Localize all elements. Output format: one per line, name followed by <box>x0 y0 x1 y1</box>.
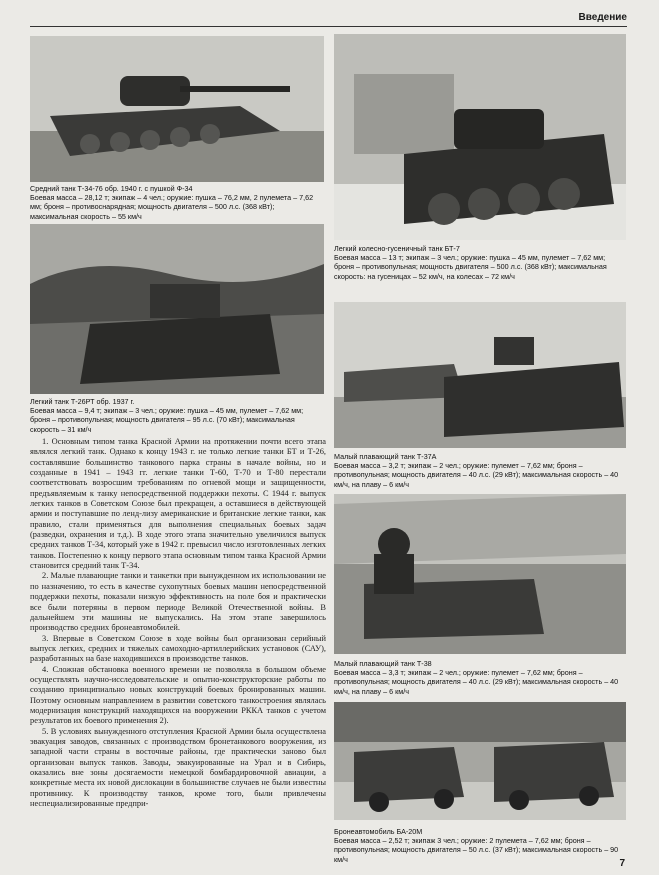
paragraph-1: 1. Основным типом танка Красной Армии на протяжении почти всего этапа являлся легкий танк. Однако к концу 1943 г. не только легкие танки БТ и Т-26, составлявшие большинство танкового парка страны в начале войны, но и созданные в 1941 – 1943 гг. легкие танки Т-60, Т-70 и Т-80 перестали соответствовать возросшим требованиям по огневой мощи и защищенности, предъявляемым к танку непосредственной поддержки пехоты. С 1944 г. выпуск легких танков в Советском Союзе был прекращен, а оставшиеся в действующей армии и поступавшие по ленд-лизу американские и британские легкие танки, как правило, стали применяться для выполнения специальных боевых задач (разведки, охранения и т.д.). В ходе этого этапа значительно увеличился выпуск средних танков Т-34, который уже в 1942 г. превысил число изготовленных легких танков. Постепенно к концу первого этапа основным типом танка Красной Армии становится средний танк Т-34. <box>30 437 326 571</box>
photo-t38 <box>334 494 626 654</box>
caption-t38 <box>334 659 626 696</box>
header-rule <box>30 26 627 27</box>
caption-specs: Боевая масса – 2,52 т; экипаж 3 чел.; оружие: 2 пулемета – 7,62 мм; броня – противопульная; мощность двигателя – 50 л.с. (37 кВт); максимальная скорость – 90 км/ч <box>334 836 619 864</box>
caption-specs: Боевая масса – 9,4 т; экипаж – 3 чел.; оружие: пушка – 45 мм, пулемет – 7,62 мм; броня – противопульная; мощность двигателя – 95 л.с. (70 кВт); максимальная скорость – 31 км/ч <box>30 406 304 434</box>
photo-t37 <box>334 302 626 448</box>
caption-t34 <box>30 184 324 221</box>
paragraph-5: 5. В условиях вынужденного отступления Красной Армии была осуществлена эвакуация заводов, связанных с производством бронетанкового вооружения, из западной части страны в восточные районы, где практически заново был организован выпуск танков. Заводы, эвакуированные на Урал и в Сибирь, оказались вне зоны досягаемости немецкой бомбардировочной авиации, а конкретные места их новой дислокации в большинстве случаев не были известны противнику. К производству танков, кроме того, были привлечены неспециализированные предпри- <box>30 726 326 809</box>
photo-bt7 <box>334 34 626 240</box>
paragraph-4: 4. Сложная обстановка военного времени не позволяла в большом объеме осуществлять научно-исследовательские и опытно-конструкторские работы по созданию принципиально новых конструкций боевых бронированных машин. Поэтому основным направлением в развитии советского танкостроения являлась модернизация конструкций находящихся на вооружении РККА танков с учетом результатов их боевого применения 2). <box>30 664 326 726</box>
paragraph-2: 2. Малые плавающие танки и танкетки при вынужденном их использовании не по назначению, то есть в качестве сухопутных боевых машин непосредственной поддержки пехоты, показали низкую эффективность на поле боя и практически все были потеряны в первом периоде Великой Отечественной войны. В дальнейшем эти машины не выпускались. На этом этапе завершилось производство средних бронеавтомобилей. <box>30 571 326 633</box>
caption-specs: Боевая масса – 28,12 т; экипаж – 4 чел.; оружие: пушка – 76,2 мм, 2 пулемета – 7,62 мм; броня – противоснарядная; мощность двигателя – 500 л.с. (368 кВт); максимальная скорость – 55 км/ч <box>30 193 314 221</box>
caption-title: Легкий танк Т-26РТ обр. 1937 г. <box>30 397 135 406</box>
photo-ba20 <box>334 702 626 820</box>
caption-specs: Боевая масса – 13 т; экипаж – 3 чел.; оружие: пушка – 45 мм, пулемет – 7,62 мм; броня – противопульная; мощность двигателя – 500 л.с. (368 кВт); максимальная скорость: на гусеницах – 52 км/ч, на колесах – 72 км/ч <box>334 253 607 281</box>
caption-ba20 <box>334 827 626 864</box>
caption-title: Малый плавающий танк Т-38 <box>334 659 432 668</box>
caption-specs: Боевая масса – 3,2 т; экипаж – 2 чел.; оружие: пулемет – 7,62 мм; броня – противопульная; мощность двигателя – 40 л.с. (29 кВт); максимальная скорость – 40 км/ч, на плаву – 6 км/ч <box>334 461 619 489</box>
caption-t26 <box>30 397 324 434</box>
caption-title: Малый плавающий танк Т-37А <box>334 452 437 461</box>
caption-title: Средний танк Т-34-76 обр. 1940 г. с пушкой Ф-34 <box>30 184 193 193</box>
page-number: 7 <box>619 858 625 869</box>
section-title: Введение <box>575 12 627 23</box>
caption-title: Легкий колесно-гусеничный танк БТ-7 <box>334 244 460 253</box>
caption-t37 <box>334 452 626 489</box>
photo-t26 <box>30 224 324 394</box>
caption-title: Бронеавтомобиль БА-20М <box>334 827 423 836</box>
caption-bt7 <box>334 244 626 281</box>
photo-t34 <box>30 36 324 182</box>
body-text <box>30 437 326 809</box>
paragraph-3: 3. Впервые в Советском Союзе в ходе войны был организован серийный выпуск легких, средних и тяжелых самоходно-артиллерийских установок (САУ), разработанных на базе находившихся в производстве танков. <box>30 633 326 664</box>
caption-specs: Боевая масса – 3,3 т; экипаж – 2 чел.; оружие: пулемет – 7,62 мм; броня – противопульная; мощность двигателя – 40 л.с. (29 кВт); максимальная скорость – 40 км/ч, на плаву – 6 км/ч <box>334 668 619 696</box>
